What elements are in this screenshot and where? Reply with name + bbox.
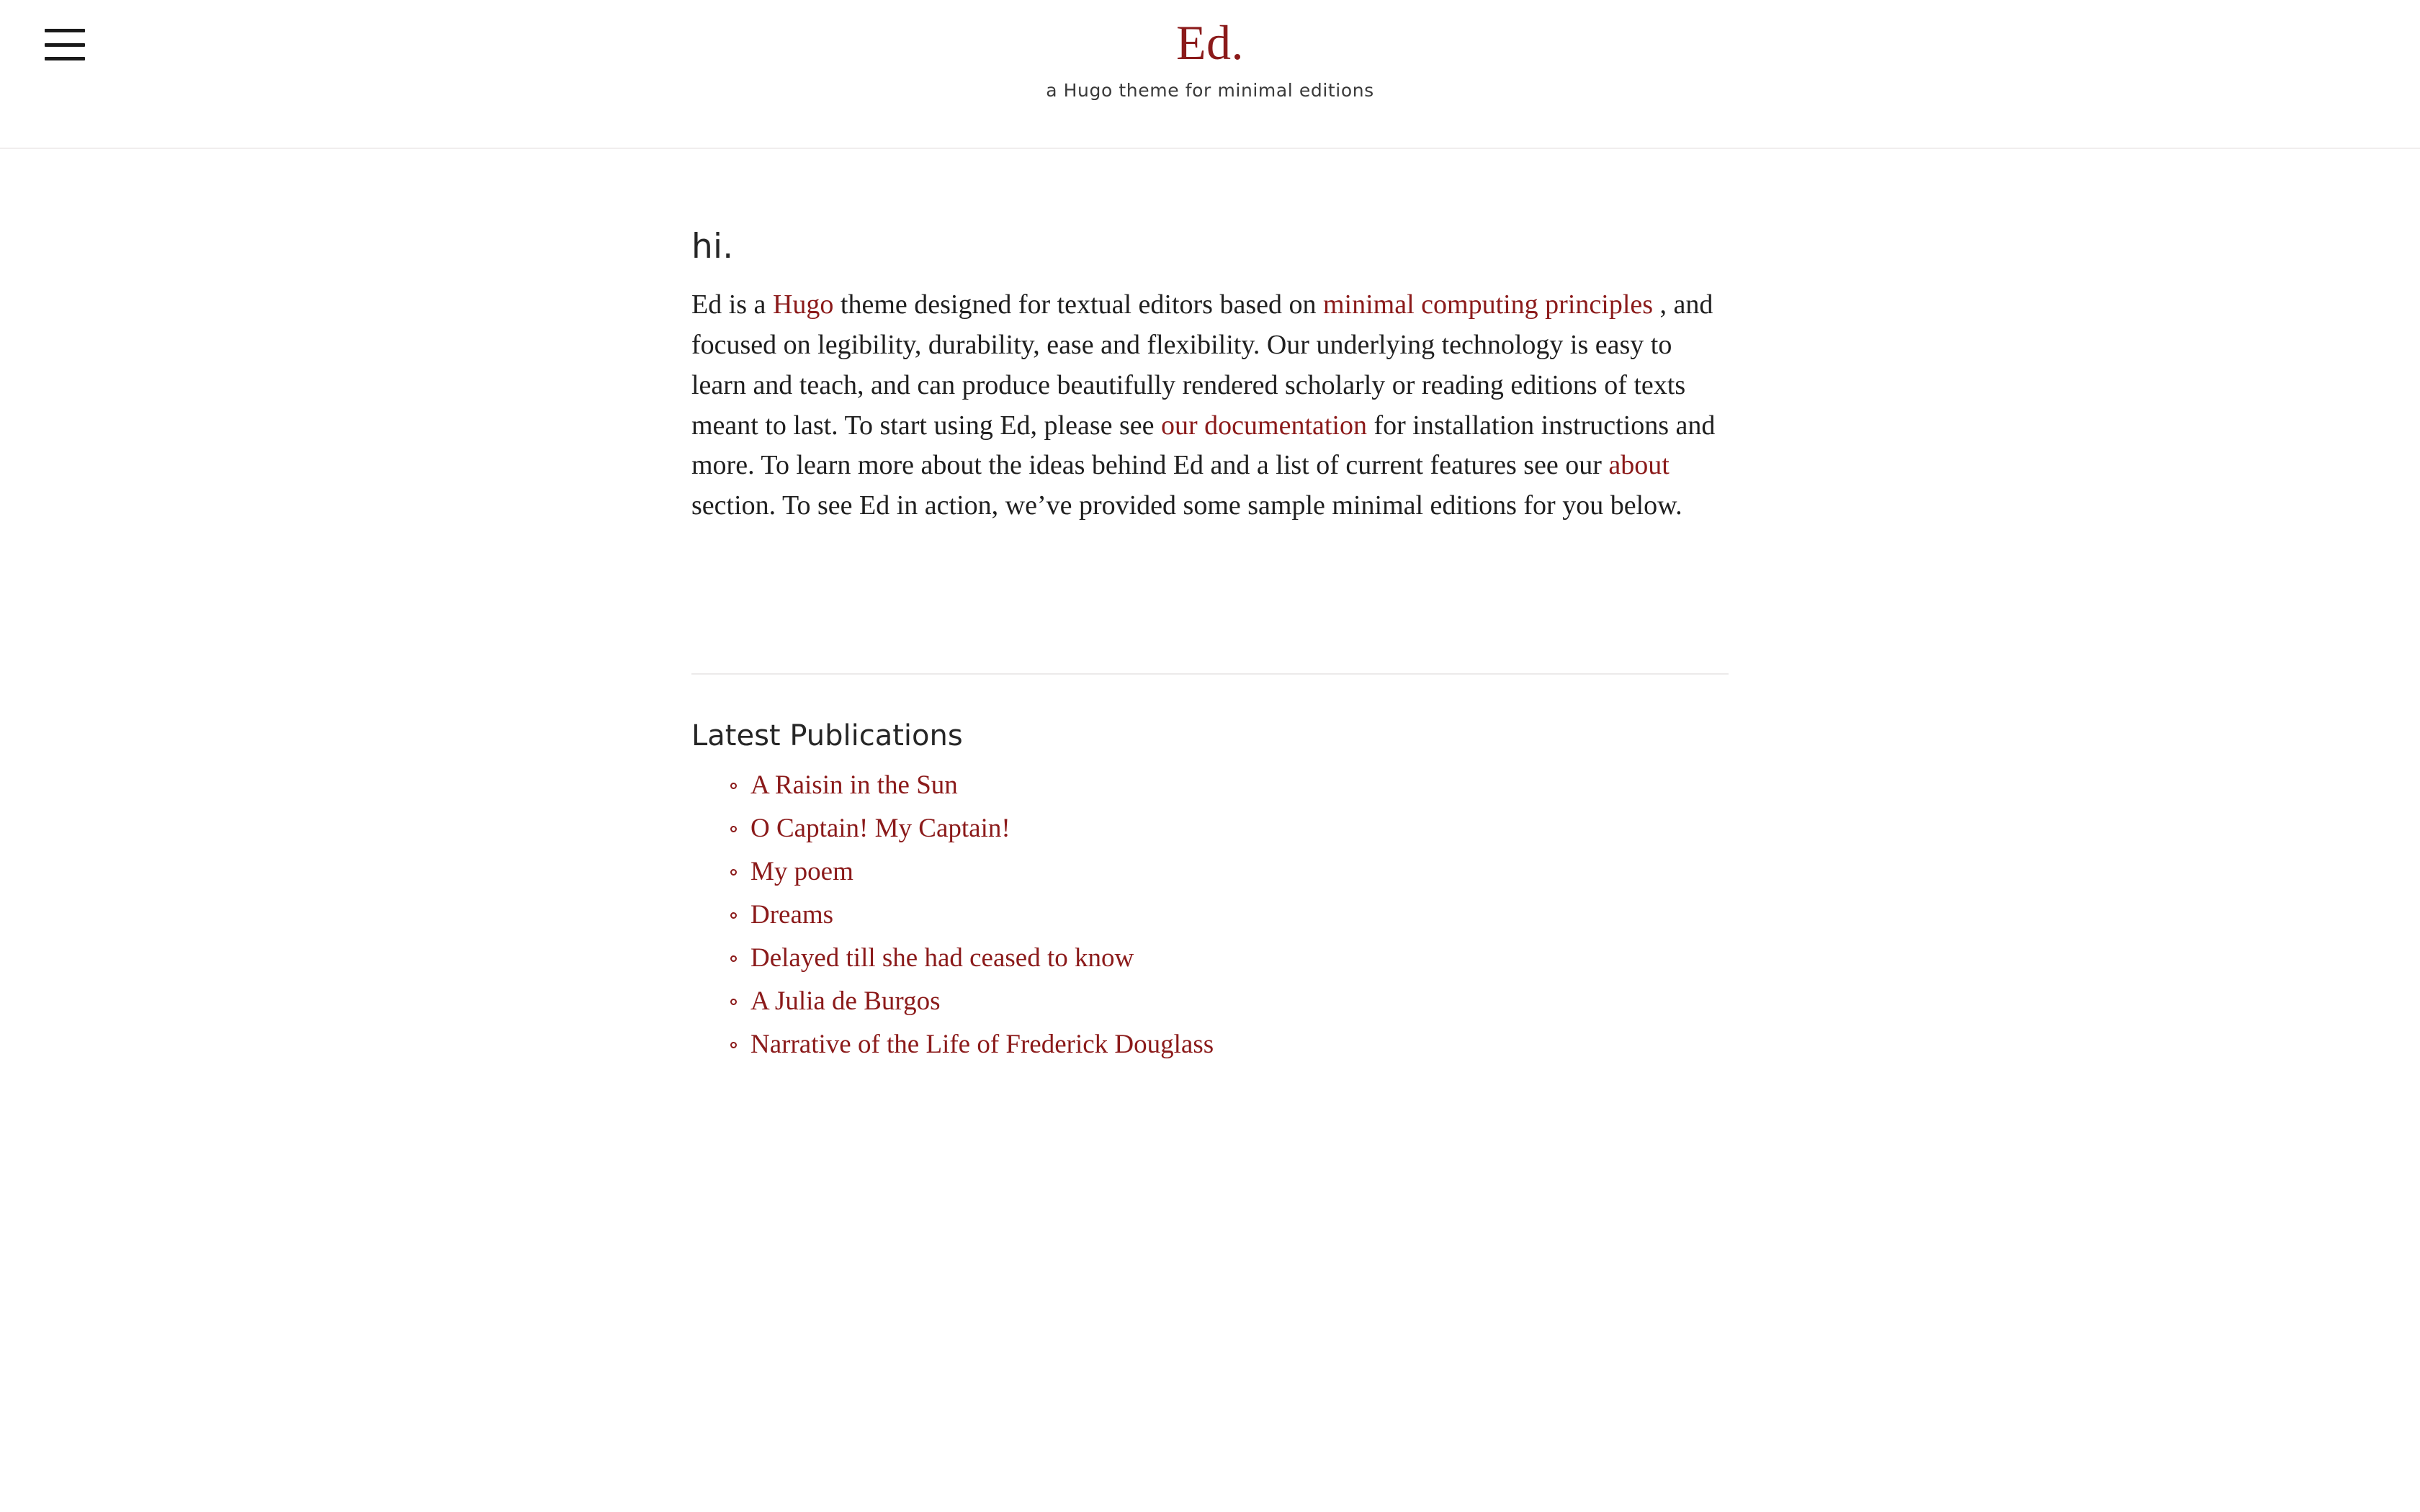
section-divider [691,673,1729,675]
site-title[interactable]: Ed. [1175,15,1245,70]
intro-text-3: , and focused on legibility, durability, ease and flexibility. Our underlying technology is easy to learn and teach, and can produce beautifully rendered scholarly or reading editions of texts meant to last. To start using Ed, please see [691,289,1713,441]
list-item[interactable] [750,850,1729,894]
list-item[interactable] [750,980,1729,1023]
site-subtitle: a Hugo theme for minimal editions [1046,80,1374,102]
main-content [691,149,1729,1066]
menu-bar-1 [45,29,85,32]
site-branding [0,0,2420,101]
publication-link[interactable]: Dreams [750,899,834,930]
publication-link[interactable]: A Raisin in the Sun [750,770,958,801]
publication-link[interactable]: My poem [750,857,853,887]
page-title: hi. [691,227,734,266]
list-item[interactable] [750,807,1729,850]
site-header [0,0,2420,149]
link-our-documentation[interactable]: our documentation [1161,410,1367,441]
intro-text-5: section. To see Ed in action, we’ve provided some sample minimal editions for you below. [691,490,1682,521]
list-item[interactable] [750,1023,1729,1066]
intro-text-1: Ed is a [691,289,773,320]
publication-link[interactable]: Narrative of the Life of Frederick Douglass [750,1029,1214,1059]
menu-bar-2 [45,43,85,47]
menu-bar-3 [45,57,85,60]
publication-link[interactable]: A Julia de Burgos [750,986,941,1016]
list-item[interactable] [750,937,1729,980]
intro-paragraph [691,285,1729,526]
link-hugo[interactable]: Hugo [772,289,834,320]
list-item[interactable] [750,894,1729,937]
publication-link[interactable]: O Captain! My Captain! [750,814,1010,844]
latest-publications-heading: Latest Publications [691,719,963,753]
hamburger-menu-icon[interactable] [45,29,85,60]
link-minimal-computing-principles[interactable]: minimal computing principles [1322,289,1654,320]
publication-link[interactable]: Delayed till she had ceased to know [750,942,1134,973]
intro-text-2: theme designed for textual editors based on [833,289,1323,320]
link-about[interactable]: about [1608,450,1670,481]
publications-list [691,764,1729,1066]
list-item[interactable] [750,764,1729,807]
intro-text-4: for installation instructions and more. To learn more about the ideas behind Ed and a list of current features see our [691,410,1716,481]
